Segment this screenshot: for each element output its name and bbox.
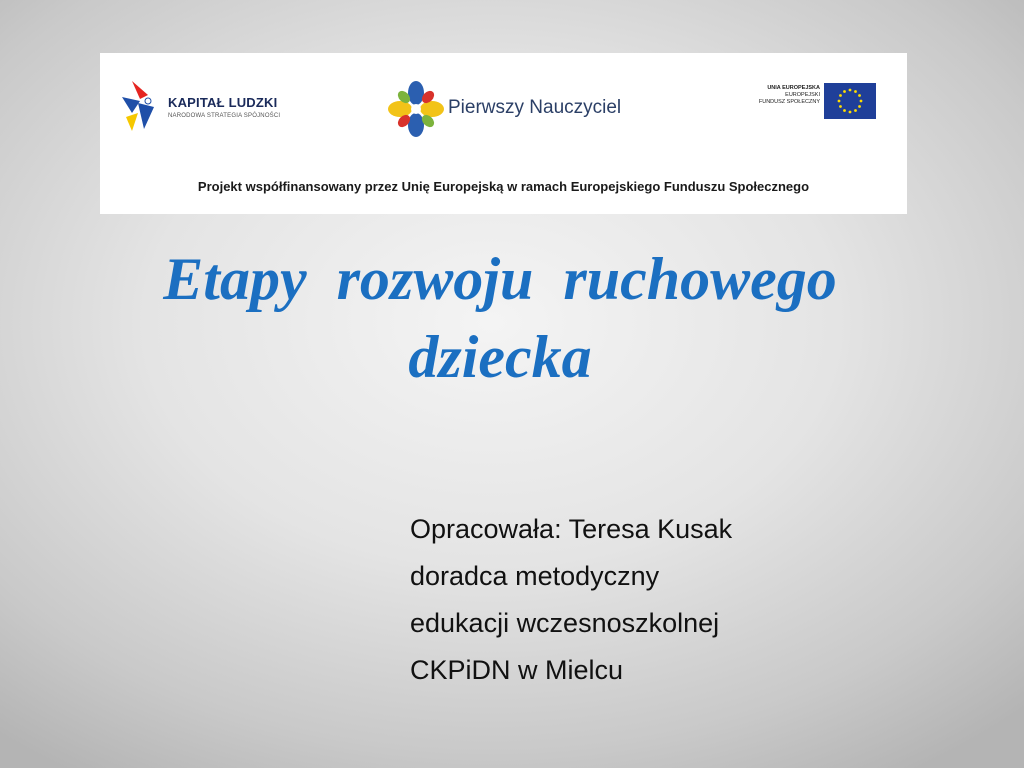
kapital-ludzki-title: KAPITAŁ LUDZKI — [168, 95, 278, 110]
eu-star — [854, 109, 857, 112]
eu-line-2: EUROPEJSKI — [785, 92, 820, 98]
logo-banner — [100, 53, 907, 214]
author-block — [410, 506, 732, 694]
eu-line-1: UNIA EUROPEJSKA — [767, 85, 820, 91]
author-line-4: CKPiDN w Mielcu — [410, 655, 624, 685]
author-line-2: doradca metodyczny — [410, 561, 660, 591]
eu-star — [849, 89, 852, 92]
eu-star — [858, 94, 861, 97]
eu-star — [860, 100, 863, 103]
eu-flag-icon — [824, 83, 876, 119]
banner-caption: Projekt współfinansowany przez Unię Europejską w ramach Europejskiego Funduszu Społecznego — [197, 179, 810, 194]
pierwszy-nauczyciel-logo — [388, 77, 648, 147]
author-line-1: Opracowała: Teresa Kusak — [410, 514, 733, 544]
eu-star — [839, 94, 842, 97]
title-line-1: Etapy rozwoju ruchowego — [163, 246, 837, 312]
eu-star — [838, 100, 841, 103]
eu-star — [849, 111, 852, 114]
flower-icon — [388, 81, 444, 137]
kapital-ludzki-subtitle: NARODOWA STRATEGIA SPÓJNOŚCI — [168, 113, 281, 119]
kapital-ludzki-logo — [118, 77, 298, 137]
kapital-ludzki-icon — [118, 77, 162, 135]
slide-title — [0, 240, 1000, 396]
eu-star — [839, 105, 842, 108]
eu-text — [759, 85, 820, 106]
author-line-3: edukacji wczesnoszkolnej — [410, 608, 720, 638]
eu-star — [843, 109, 846, 112]
eu-logo — [726, 83, 876, 123]
eu-line-3: FUNDUSZ SPOŁECZNY — [758, 99, 820, 105]
eu-star — [843, 90, 846, 93]
title-line-2: dziecka — [408, 324, 592, 390]
eu-star — [858, 105, 861, 108]
eu-star — [854, 90, 857, 93]
pierwszy-nauczyciel-name: Pierwszy Nauczyciel — [448, 97, 622, 118]
